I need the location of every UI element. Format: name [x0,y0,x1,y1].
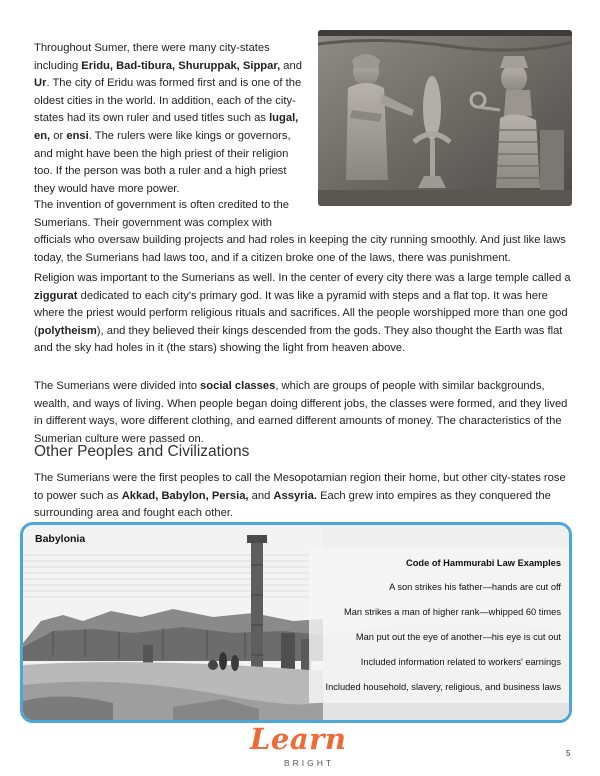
logo-word: Learn [250,722,347,756]
paragraph-city-states [34,40,308,198]
bold-term: polytheism [37,324,97,337]
bold-term: social classes [200,380,276,392]
section-heading: Other Peoples and Civilizations [34,443,250,460]
text: The Sumerians were divided into [34,380,201,392]
bold-term: Assyria. [273,489,317,502]
text: . The city of Eridu was formed first and is one of the oldest cities in the world. In addition, each of the city-states had its own ruler and used titles such as [34,77,302,125]
text: . The rulers were like kings or governors, and might have been the high priest of their religion too. If the person was both a ruler and a high priest they would have more power. [34,129,291,195]
law-item: Man put out the eye of another—his eye is cut out [355,632,561,642]
text: The Sumerians were the first peoples to call the Mesopotamian region their home, but other city-states rose to power such as [34,472,566,502]
text: dedicated to each city's primary god. It was like a pyramid with steps and a flat top. It was here where the priest would perform religious rituals and sacrifices. All the people worshipped more than one god ( [34,289,568,337]
panel-title: Babylonia [35,533,86,545]
page-number: 5 [566,749,571,758]
paragraph-government [34,197,574,267]
logo-subtitle: BRIGHT [284,758,335,768]
bold-term: Akkad, Babylon, Persia, [121,489,249,502]
law-item: Included household, slavery, religious, and business laws [325,682,561,692]
text: and [280,59,302,72]
bold-term: Eridu, Bad-tibura, Shuruppak, Sippar, [81,59,281,72]
text: Religion was important to the Sumerians as well. In the center of every city there was a large temple called a [34,272,571,284]
law-item: Man strikes a man of higher rank—whipped 60 times [343,607,561,617]
text: or [50,129,67,142]
text: ), and they believed their kings descended from the gods. They also thought the Earth was flat and the sky had holes in it (the stars) showing the light from heaven above. [34,324,563,355]
text: Throughout Sumer, there were many city-states including [34,42,270,72]
bold-term: lugal, en, [34,112,299,142]
text: The invention of government is often credited to the Sumerians. Their government was complex with [34,199,289,229]
sumerian-relief-image [318,30,572,206]
babylonia-panel [20,522,572,723]
text: , which are groups of people with similar backgrounds, wealth, and ways of living. When people began doing different jobs, the classes were formed, and they lived in different ways, wore different clothing, and earned different amounts of money. The characteristics of the Sumerian culture were passed on. [34,380,568,445]
hammurabi-code-box [309,547,569,703]
paragraph-religion [34,270,574,358]
paragraph-social-classes [34,378,574,448]
law-item: A son strikes his father—hands are cut off [389,582,561,592]
text: Each grew into empires as they conquered the surrounding area and fought each other. [34,489,551,520]
text: officials who oversaw building projects and had roles in keeping the city running smoothly. And just like laws today, the Sumerians had laws too, and if a citizen broke one of the laws, there was punishment. [34,234,566,264]
law-item: Included information related to workers' earnings [360,657,561,667]
bold-term: Ur [34,77,47,90]
code-title: Code of Hammurabi Law Examples [406,558,561,568]
bold-term: ziggurat [34,289,78,302]
learn-bright-logo [240,722,362,770]
bold-term: ensi [66,129,89,142]
paragraph-other-peoples [34,470,574,523]
text: and [248,489,274,502]
